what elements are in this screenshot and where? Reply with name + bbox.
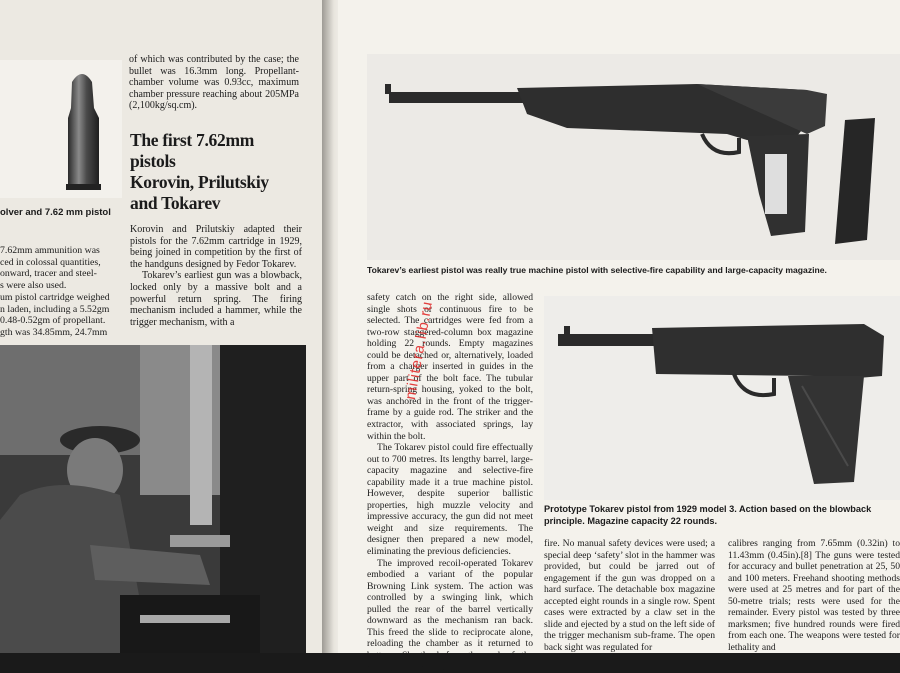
cut-line: 0.48-0.52gm of propellant. — [0, 315, 106, 327]
body-paragraph: Korovin and Prilutskiy adapted their pistols for the 7.62mm cartridge in 1929, being joined in competition by the first of the handguns designed by Fedor Tokarev. — [130, 224, 302, 270]
prototype-pistol-image — [544, 296, 900, 500]
cut-line: 7.62mm ammunition was — [0, 245, 100, 256]
prototype-pistol-photo — [544, 296, 900, 500]
heading-line: The first 7.62mm — [130, 130, 254, 150]
cartridge-caption: olver and 7.62 mm pistol — [0, 207, 111, 218]
watermark: militera.lib.ru — [402, 299, 437, 401]
cut-line: n laden, including a 5.52gm — [0, 303, 110, 315]
left-page — [0, 0, 322, 653]
column-3-text: calibres ranging from 7.65mm (0.32in) to 11.43mm (0.45in).[8] The guns were tested for accuracy and bullet penetration at 25, 50 and 100 meters. Freehand shooting methods were used at 25 metres and for part of the 50-metre trials; rests were used for the remainder. Every pistol was tested by three marksmen; five hundred rounds were fired from each one. The weapons were tested for lethality and — [728, 538, 900, 653]
cut-line: ced in colossal quantities, — [0, 256, 101, 268]
heading-line: pistols — [130, 151, 176, 171]
heading-line: Korovin, Prilutskiy — [130, 172, 269, 192]
body-paragraph: The Tokarev pistol could fire effectually out to 700 metres. Its lengthy barrel, large-capacity magazine and selective-fire capability made it a true machine pistol. However, despite superior ballistic properties, high muzzle velocity and impressive accuracy, the gun did not meet weight and size requirements. The designer then prepared a new model, eliminating the previous deficiencies. — [367, 442, 533, 558]
body-paragraph: safety catch on the right side, allowed single shots or continuous fire to be selected. The cartridges were fed from a two-row staggered-column box magazine holding 22 rounds. Empty magazines could be detached or, alternatively, loaded from a charger inserted in guides in the upper part of the bolt face. The tubular return-spring housing, yoked to the bolt, was anchored in the front of the trigger-frame by a guide rod. The striker and the extractor, with associated springs, lay within the bolt. — [367, 292, 533, 442]
cut-column-text — [0, 245, 122, 339]
heading-line: and Tokarev — [130, 193, 221, 213]
cartridge-photo — [0, 60, 122, 198]
column-1-text — [367, 292, 533, 673]
intro-text: of which was contributed by the case; the bullet was 16.3mm long. Propellant-chamber volume was 0.93cc, maximum chamber pressure reaching about 205MPa (2,100kg/sq.cm). — [129, 54, 299, 112]
cut-line: gth was 34.85mm, 24.7mm — [0, 326, 108, 338]
cut-line: s were also used. — [0, 280, 67, 292]
machine-pistol-image — [367, 54, 900, 260]
top-pistol-photo — [367, 54, 900, 260]
body-paragraph: The improved recoil-operated Tokarev embodied a variant of the popular Browning Link system. The action was controlled by a swinging link, which pulled the rear of the barrel vertically downward as the mechanism ran back. This freed the slide to reciprocate alone, reloading the chamber as it returned to battery. Shortly before the end of the stroke, the link lifted — [367, 557, 533, 673]
cut-line: onward, tracer and steel- — [0, 268, 97, 280]
workshop-image — [0, 345, 306, 653]
workshop-photo — [0, 345, 306, 653]
section-heading — [130, 130, 305, 214]
cut-line: um pistol cartridge weighed — [0, 291, 110, 303]
cartridge-image — [0, 60, 122, 198]
column-2-text: fire. No manual safety devices were used; a special deep ‘safety’ slot in the hammer was provided, but could be jarred out of engagement if the gun was dropped on a hard surface. The detachable box magazine accepted eight rounds in a single row. Spent cases were extracted by a claw set in the slide and ejected by a stud on the left side of the trigger mechanism sub-frame. The open back sight was regulated for — [544, 538, 715, 653]
top-photo-caption: Tokarev’s earliest pistol was really true machine pistol with selective-fire capability and large-capacity magazine. — [367, 265, 827, 275]
prototype-caption: Prototype Tokarev pistol from 1929 model 3. Action based on the blowback principle. Magazine capacity 22 rounds. — [544, 504, 872, 526]
body-paragraph: Tokarev’s earliest gun was a blowback, locked only by a massive bolt and a powerful return spring. The firing mechanism included a hammer, while the trigger mechanism, with a — [130, 270, 302, 328]
body-text — [130, 224, 302, 328]
